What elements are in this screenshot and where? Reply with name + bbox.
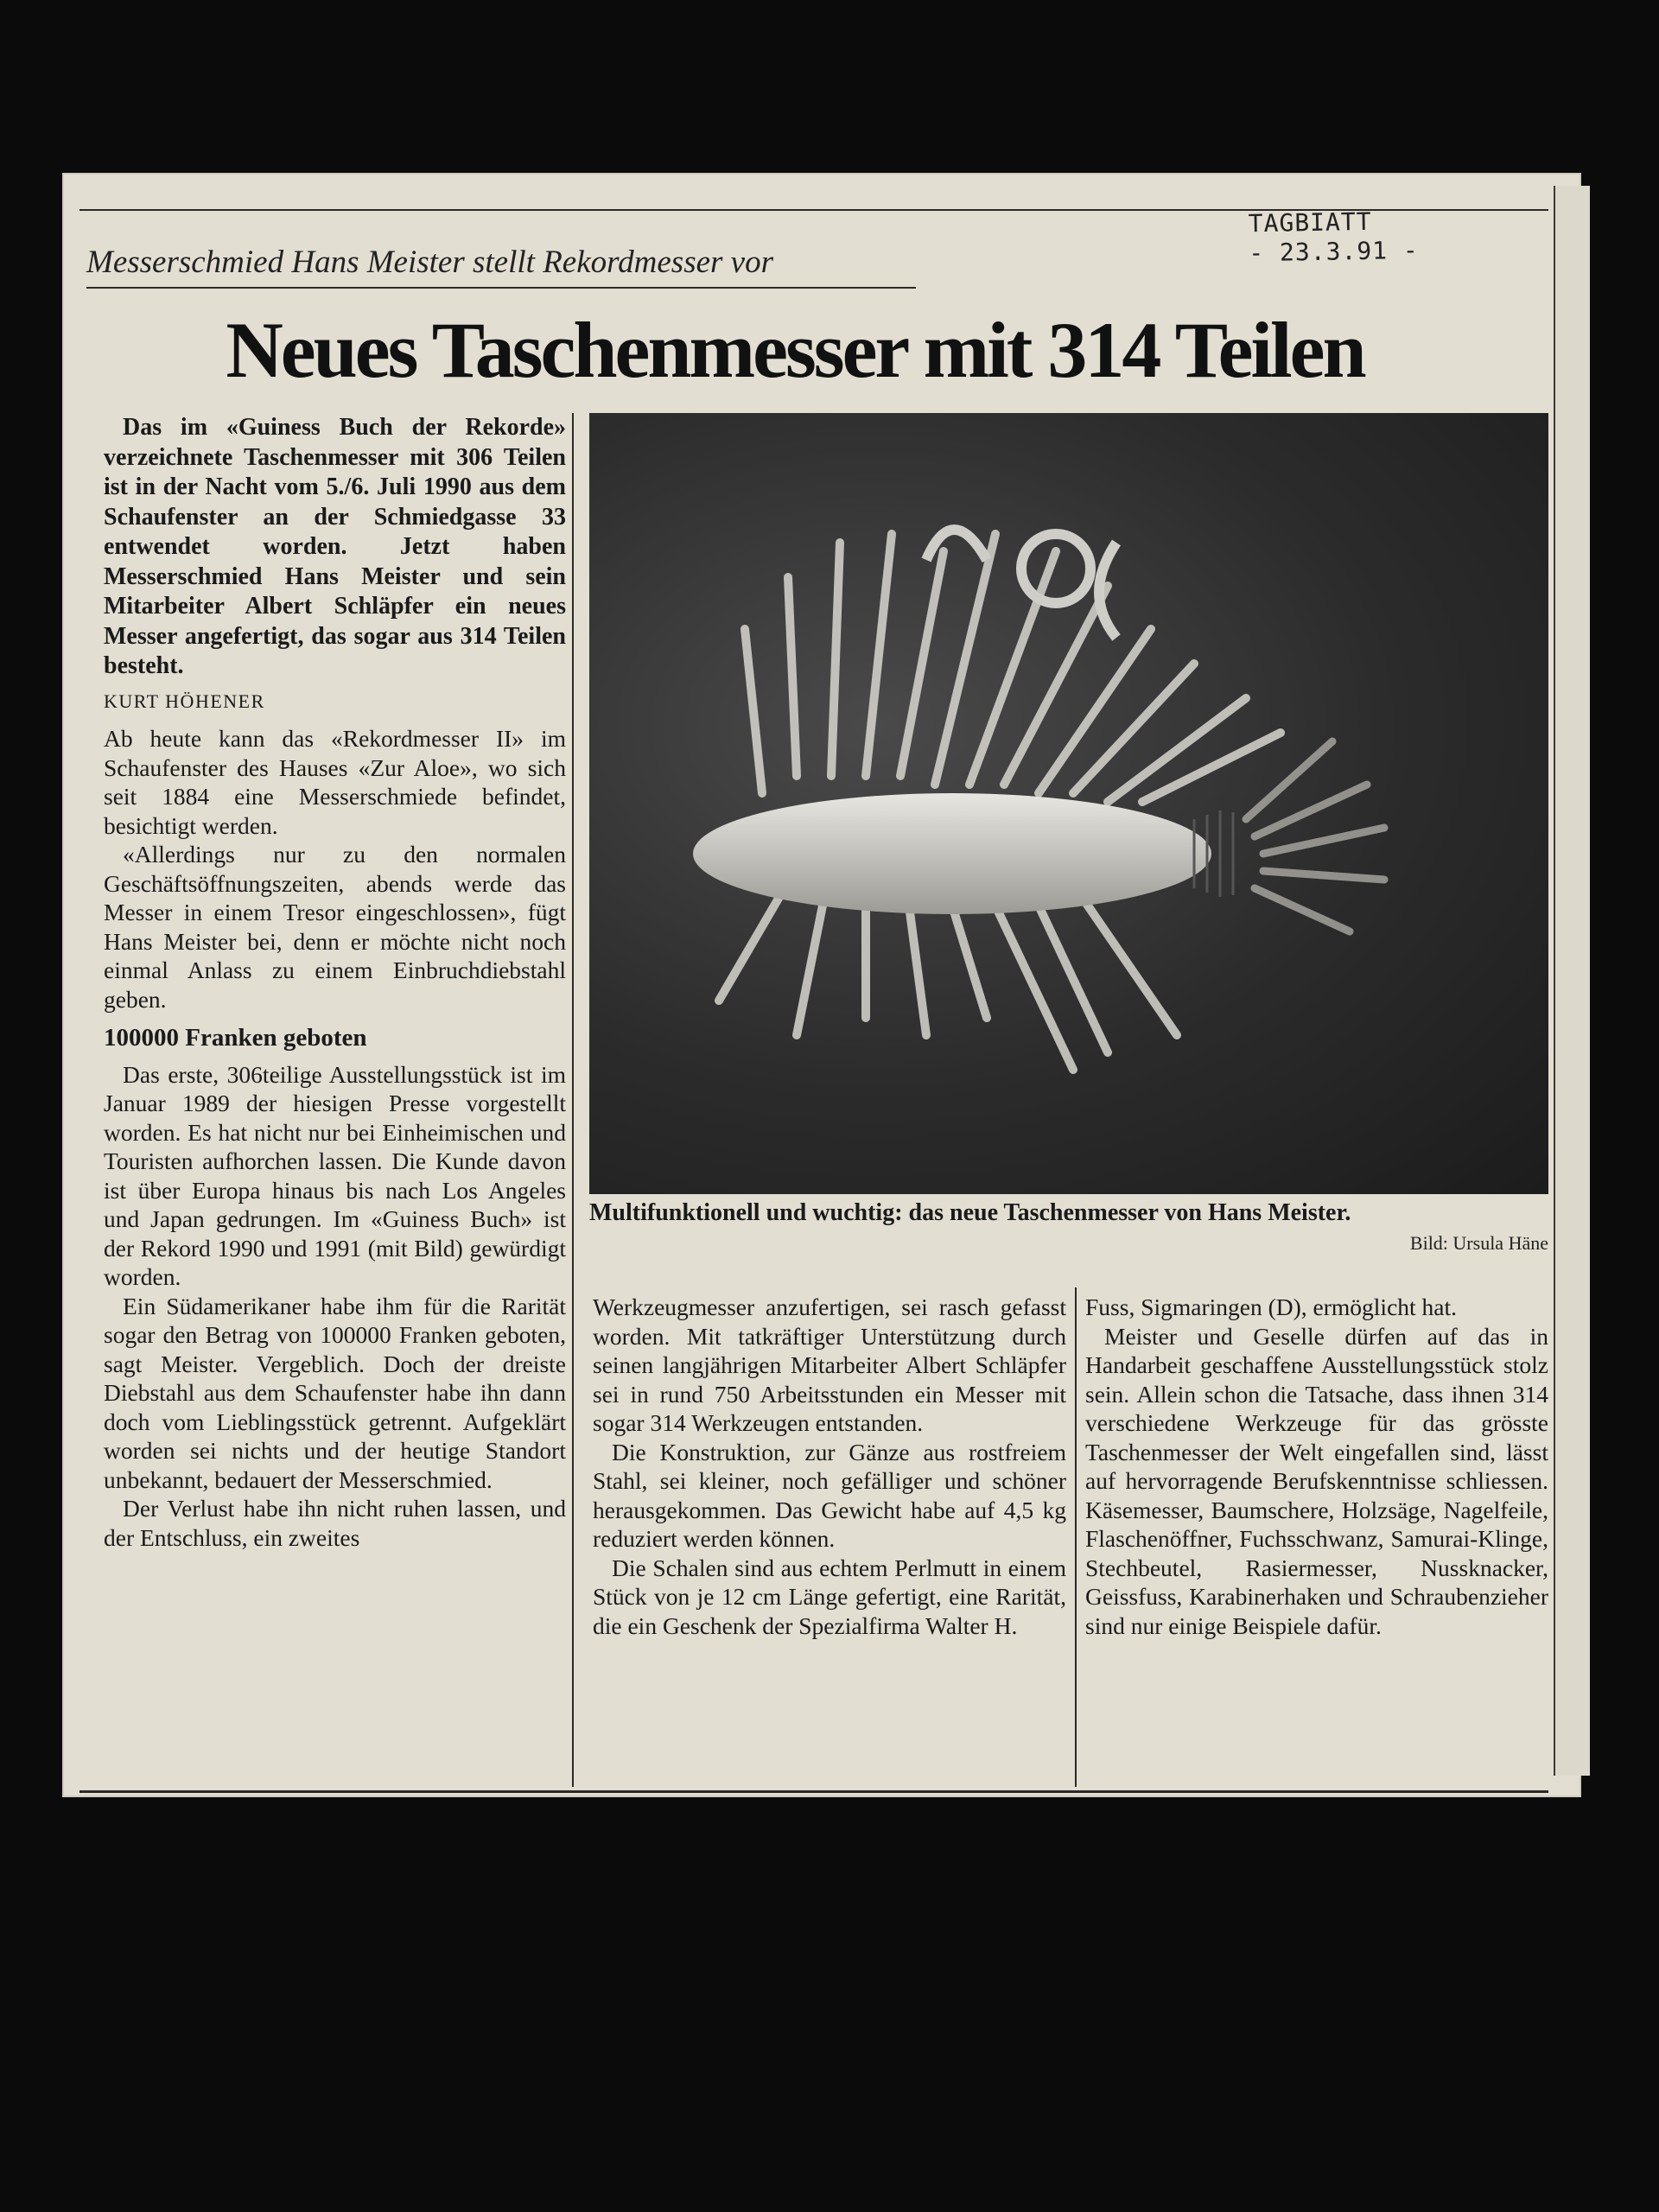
bottom-rule bbox=[79, 1790, 1548, 1793]
body-paragraph: Die Konstruktion, zur Gänze aus rostfreiem Stahl, sei kleiner, noch gefälliger und schöner herausgekommen. Das Gewicht habe auf 4,5 kg reduziert werden können. bbox=[593, 1438, 1066, 1552]
body-paragraph: Das erste, 306teilige Ausstellungsstück ist im Januar 1989 der hiesigen Presse vorgestellt worden. Es hat nicht nur bei Einheimischen und Touristen aufhorchen lassen. Die Kunde davon ist über Europa hinaus bis nach Los Angeles und Japan gedrungen. Im «Guiness Buch» ist der Rekord 1990 und 1991 (mit Bild) gewürdigt worden. bbox=[104, 1060, 566, 1290]
body-paragraph: Werkzeugmesser anzufertigen, sei rasch gefasst worden. Mit tatkräftiger Unterstützung durch seinen langjährigen Mitarbeiter Albert Schläpfer sei in rund 750 Arbeitsstunden ein Messer mit sogar 314 Werkzeugen entstanden. bbox=[593, 1294, 1066, 1436]
body-paragraph: Meister und Geselle dürfen auf das in Handarbeit geschaffene Ausstellungsstück stolz sein. Allein schon die Tatsache, dass ihnen 314 verschiedene Werkzeuge für das grösste Taschenmesser der Welt eingefallen sind, lässt auf hervorragende Berufskenntnisse schliessen. Käsemesser, Baumschere, Holzsäge, Nagelfeile, Flaschenöffner, Fuchsschwanz, Samurai-Klinge, Stechbeutel, Rasiermesser, Nussknacker, Geissfuss, Karabinerhaken und Schraubenzieher sind nur einige Beispiele dafür. bbox=[1085, 1322, 1548, 1639]
handwritten-source: TAGBIATT bbox=[1248, 207, 1372, 238]
column-divider-1 bbox=[572, 413, 574, 1787]
handwritten-date: - 23.3.91 - bbox=[1249, 235, 1420, 268]
body-paragraph: «Allerdings nur zu den normalen Geschäftsöffnungszeiten, abends werde das Messer in einem Tresor eingeschlossen», fügt Hans Meister bei, denn er möchte nicht noch einmal Anlass zu einem Einbruchdiebstahl geben. bbox=[104, 841, 566, 1013]
left-column bbox=[104, 413, 566, 1552]
body-paragraph: Ab heute kann das «Rekordmesser II» im Schaufenster des Hauses «Zur Aloe», wo sich seit 1884 eine Messerschmiede befindet, besichtigt werden. bbox=[104, 725, 566, 839]
handwritten-note bbox=[1248, 206, 1473, 269]
body-paragraph: Fuss, Sigmaringen (D), ermöglicht hat. bbox=[1085, 1294, 1458, 1320]
body-paragraph: Der Verlust habe ihn nicht ruhen lassen, und der Entschluss, ein zweites bbox=[104, 1495, 566, 1551]
column-divider-2 bbox=[1075, 1287, 1077, 1787]
kicker: Messerschmied Hans Meister stellt Rekordmesser vor bbox=[86, 245, 773, 280]
subheading: 100000 Franken geboten bbox=[104, 1024, 367, 1052]
body-paragraph: Die Schalen sind aus echtem Perlmutt in einem Stück von je 12 cm Länge gefertigt, eine Rarität, die ein Geschenk der Spezialfirma Walter H. bbox=[593, 1554, 1066, 1639]
headline: Neues Taschenmesser mit 314 Teilen bbox=[226, 306, 1364, 394]
lead-paragraph: Das im «Guiness Buch der Rekorde» verzeichnete Taschenmesser mit 306 Teilen ist in der Nacht vom 5./6. Juli 1990 aus dem Schaufenster an der Schmiedgasse 33 entwendet worden. Jetzt haben Messerschmied Hans Meister und sein Mitarbeiter Albert Schläpfer ein neues Messer angefertigt, das sogar aus 314 Teilen besteht. bbox=[104, 414, 566, 679]
photo-credit: Bild: Ursula Häne bbox=[1409, 1232, 1548, 1254]
kicker-underline bbox=[86, 287, 916, 289]
author-byline: KURT HÖHENER bbox=[104, 690, 265, 712]
adjacent-column-edge bbox=[1554, 186, 1590, 1776]
knife-photo bbox=[589, 413, 1548, 1194]
right-column bbox=[1085, 1293, 1548, 1640]
multi-tool-knife-image bbox=[589, 413, 1548, 1194]
photo-caption: Multifunktionell und wuchtig: das neue Taschenmesser von Hans Meister. bbox=[589, 1199, 1351, 1226]
middle-column bbox=[593, 1293, 1066, 1640]
body-paragraph: Ein Südamerikaner habe ihm für die Rarität sogar den Betrag von 100000 Franken geboten, sagt Meister. Vergeblich. Doch der dreiste Diebstahl aus dem Schaufenster habe ihn dann doch vom Lieblingsstück getrennt. Aufgeklärt worden sei nichts und der heutige Standort unbekannt, bedauert der Messerschmied. bbox=[104, 1292, 566, 1493]
